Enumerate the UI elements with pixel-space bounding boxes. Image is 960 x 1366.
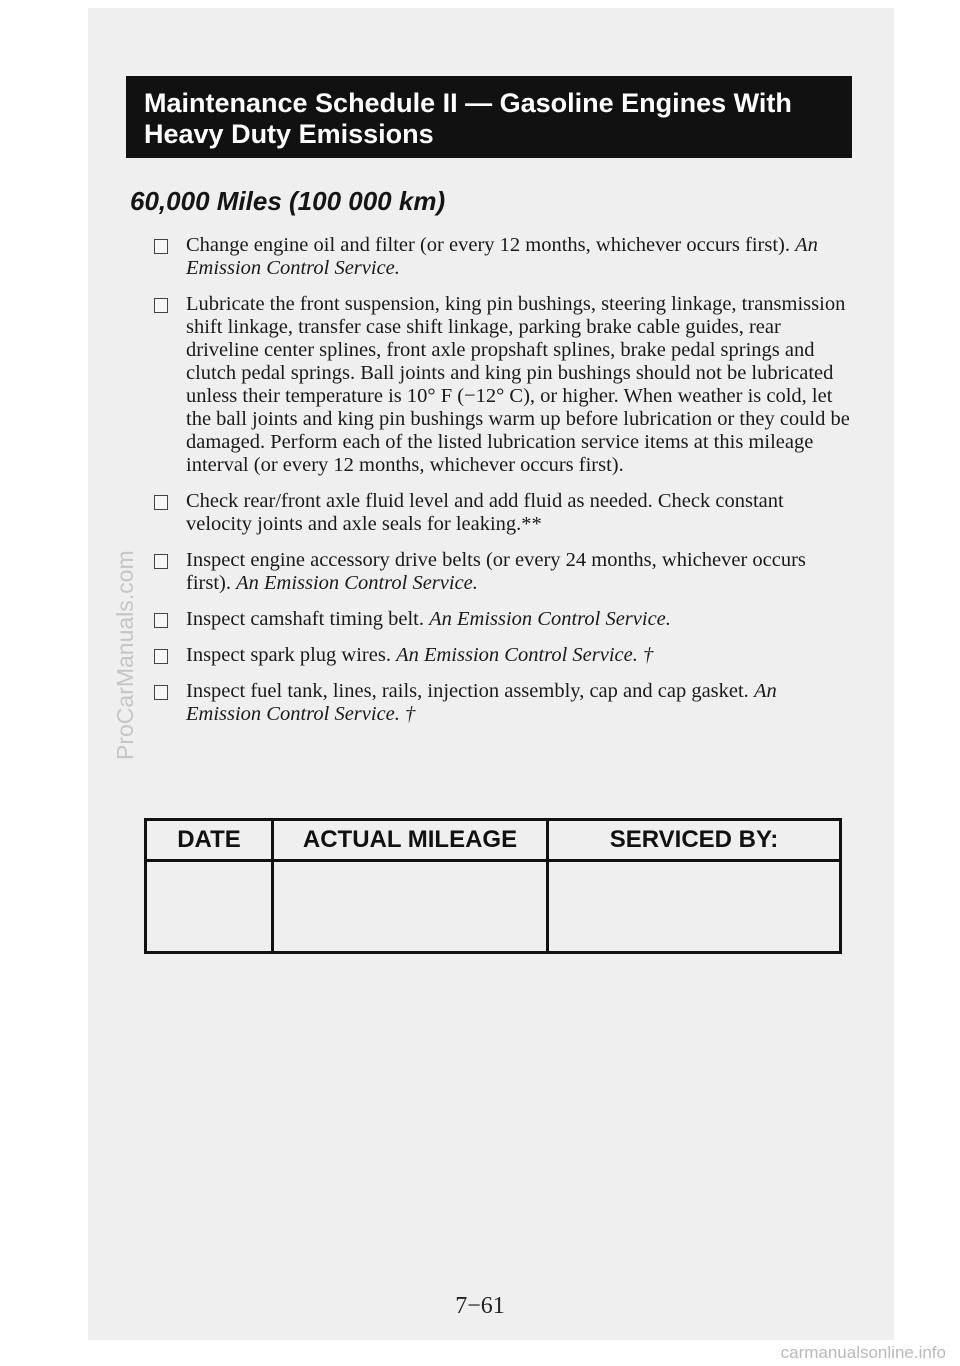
mileage-heading: 60,000 Miles (100 000 km): [130, 186, 446, 216]
side-watermark: ProCarManuals.com: [112, 550, 138, 760]
table-header-row: [146, 820, 841, 861]
date-column-header: DATE: [146, 820, 273, 861]
item-note: An Emission Control Service.: [186, 234, 818, 279]
section-header-bar: [126, 76, 852, 158]
item-note: An Emission Control Service.: [429, 608, 671, 630]
checkbox-icon[interactable]: [154, 554, 168, 569]
checkbox-icon[interactable]: [154, 495, 168, 510]
checkbox-icon[interactable]: [154, 239, 168, 254]
checklist-item-oil-filter: [150, 234, 850, 280]
checkbox-icon[interactable]: [154, 613, 168, 628]
item-text: Check rear/front axle fluid level and add fluid as needed. Check constant velocity joints and axle seals for leaking.**: [186, 490, 784, 535]
mileage-cell[interactable]: [273, 861, 548, 953]
service-record-table: [144, 818, 842, 954]
item-text: Inspect engine accessory drive belts (or every 24 months, whichever occurs first).: [186, 549, 806, 594]
footer-watermark: carmanualsonline.info: [780, 1343, 946, 1362]
item-text: Lubricate the front suspension, king pin bushings, steering linkage, transmission shift linkage, transfer case shift linkage, parking brake cable guides, rear driveline center splines, front axle propshaft splines, brake pedal springs and clutch pedal springs. Ball joints and king pin bushings should not be lubricated unless their temperature is 10° F (−12° C), or higher. When weather is cold, let the ball joints and king pin bushings warm up before lubrication or they could be damaged. Perform each of the listed lubrication service items at this mileage interval (or every 12 months, whichever occurs first).: [186, 293, 850, 476]
serviced-by-cell[interactable]: [548, 861, 841, 953]
item-text: Change engine oil and filter (or every 12 months, whichever occurs first).: [186, 234, 796, 256]
date-cell[interactable]: [146, 861, 273, 953]
checklist-item-fuel-system: [150, 680, 850, 726]
header-title-line-2: Heavy Duty Emissions: [144, 119, 434, 149]
maintenance-checklist: [150, 234, 850, 739]
page-number: 7−61: [455, 1293, 505, 1319]
item-text: Inspect spark plug wires.: [186, 644, 397, 666]
header-title-line-1: Maintenance Schedule II — Gasoline Engines With: [144, 88, 792, 118]
item-note: An Emission Control Service. †: [186, 680, 777, 725]
item-text: Inspect camshaft timing belt.: [186, 608, 430, 630]
checkbox-icon[interactable]: [154, 649, 168, 664]
checklist-item-lubrication: [150, 293, 850, 477]
checkbox-icon[interactable]: [154, 685, 168, 700]
checkbox-icon[interactable]: [154, 298, 168, 313]
checklist-item-timing-belt: [150, 608, 850, 631]
serviced-by-column-header: SERVICED BY:: [548, 820, 841, 861]
item-note: An Emission Control Service. †: [396, 644, 654, 666]
checklist-item-drive-belts: [150, 549, 850, 595]
item-note: An Emission Control Service.: [236, 572, 478, 594]
table-row: [146, 861, 841, 953]
checklist-item-axle-fluid: [150, 490, 850, 536]
checklist-item-spark-plug-wires: [150, 644, 850, 667]
item-text: Inspect fuel tank, lines, rails, injection assembly, cap and cap gasket.: [186, 680, 754, 702]
mileage-column-header: ACTUAL MILEAGE: [273, 820, 548, 861]
